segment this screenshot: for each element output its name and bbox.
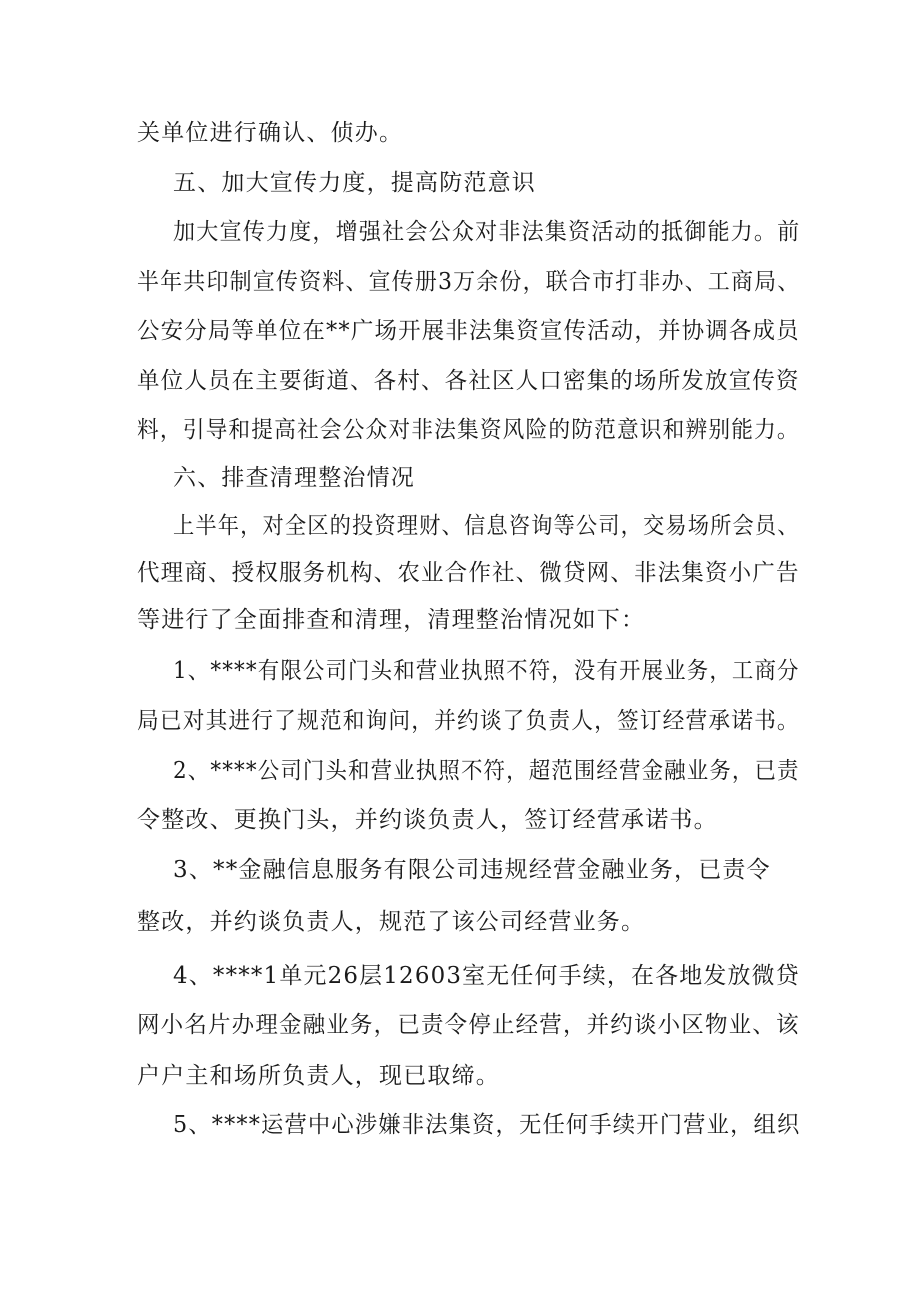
list-item: 1、****有限公司门头和营业执照不符，没有开展业务，工商分 — [173, 658, 800, 684]
list-item: 2、****公司门头和营业执照不符，超范围经营金融业务，已责 — [173, 758, 800, 784]
list-item: 4、****1单元26层12603室无任何手续，在各地发放微贷 — [173, 963, 800, 989]
text-line: 公安分局等单位在**广场开展非法集资宣传活动，并协调各成员 — [137, 318, 800, 344]
list-item: 5、****运营中心涉嫌非法集资，无任何手续开门营业，组织 — [173, 1112, 801, 1138]
text-line: 加大宣传力度，增强社会公众对非法集资活动的抵御能力。前 — [173, 219, 801, 245]
text-line: 网小名片办理金融业务，已责令停止经营，并约谈小区物业、该 — [137, 1012, 800, 1038]
text-line: 关单位进行确认、侦办。 — [137, 120, 404, 146]
text-line: 整改，并约谈负责人，规范了该公司经营业务。 — [137, 909, 646, 935]
text-line: 代理商、授权服务机构、农业合作社、微贷网、非法集资小广告 — [137, 560, 800, 586]
list-item: 3、**金融信息服务有限公司违规经营金融业务，已责令 — [173, 857, 771, 883]
text-line: 等进行了全面排查和清理，清理整治情况如下： — [137, 607, 646, 633]
text-line: 户户主和场所负责人，现已取缔。 — [137, 1063, 500, 1089]
section-heading: 五、加大宣传力度，提高防范意识 — [173, 170, 536, 196]
text-line: 料，引导和提高社会公众对非法集资风险的防范意识和辨别能力。 — [137, 417, 800, 443]
section-heading: 六、排查清理整治情况 — [173, 465, 415, 491]
text-line: 半年共印制宣传资料、宣传册3万余份，联合市打非办、工商局、 — [137, 269, 801, 295]
text-line: 令整改、更换门头，并约谈负责人，签订经营承诺书。 — [137, 807, 718, 833]
text-line: 上半年，对全区的投资理财、信息咨询等公司，交易场所会员、 — [173, 513, 800, 539]
text-line: 局已对其进行了规范和询问，并约谈了负责人，签订经营承诺书。 — [137, 708, 800, 734]
text-line: 单位人员在主要街道、各村、各社区人口密集的场所发放宣传资 — [137, 368, 800, 394]
